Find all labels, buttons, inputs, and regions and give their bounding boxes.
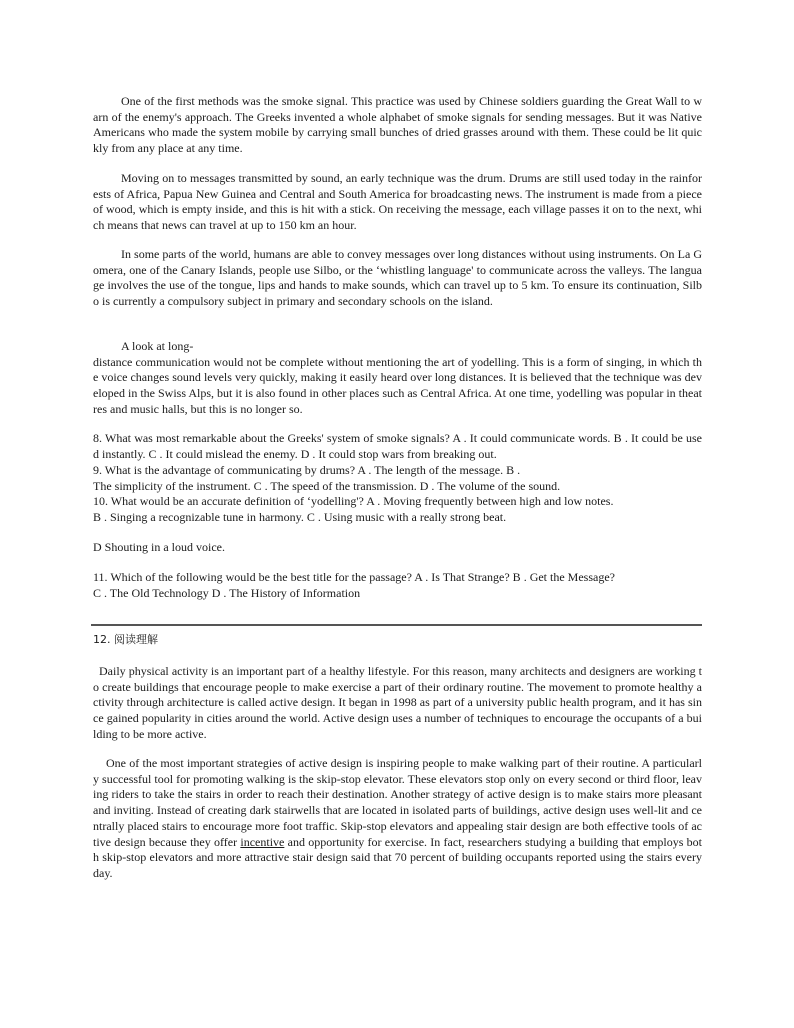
question-9-line1: 9. What is the advantage of communicating by drums? A . The length of the message. B . — [93, 463, 521, 477]
question-9-line2: The simplicity of the instrument. C . The speed of the transmission. D . The volume of the sound. — [93, 478, 561, 493]
paragraph-silbo: In some parts of the world, humans are able to convey messages over long distances without using instruments. On La Gomera, one of the Canary Islands, people use Silbo, or the ‘whistling language' to communicate across the valleys. The language involves the use of the tongue, lips and hands to make sounds, which can travel up to 5 km. To ensure its continuation, Silbo is currently a compulsory subject in primary and secondary schools on the island. — [93, 247, 702, 309]
paragraph-smoke-signals: One of the first methods was the smoke signal. This practice was used by Chinese soldiers guarding the Great Wall to warn of the enemy's approach. The Greeks invented a whole alphabet of smoke signals for sending messages. But it was Native Americans who made the system mobile by carrying small bunches of dried grasses around with them. These could be lit quickly from any place at any time. — [93, 94, 702, 156]
question-10-line2: B . Singing a recognizable tune in harmony. C . Using music with a really strong beat. — [93, 509, 507, 524]
underlined-word-incentive: incentive — [240, 834, 285, 849]
question-11-line2: C . The Old Technology D . The History of Information — [93, 585, 361, 600]
paragraph-drums: Moving on to messages transmitted by sound, an early technique was the drum. Drums are still used today in the rainforests of Africa, Papua New Guinea and Central and South America for broadcasting news. The instrument is made from a piece of wood, which is empty inside, and this is hit with a stick. On receiving the message, each village passes it on to the next, which means that news can travel at up to 150 km an hour. — [93, 171, 702, 233]
question-10-option-d: D Shouting in a loud voice. — [93, 540, 225, 554]
paragraph-yodelling-rest: distance communication would not be complete without mentioning the art of yodelling. This is a form of singing, in which the voice changes sound levels very quickly, making it easily heard over long distances. It is believed that the technique was developed in the Swiss Alps, but it is also found in other places such as Central Africa. At one time, yodelling was popular in theatres and music halls, but this is no longer so. — [93, 354, 702, 416]
question-11 — [93, 570, 702, 601]
paragraph-active-design-intro: Daily physical activity is an important part of a healthy lifestyle. For this reason, many architects and designers are working to create buildings that encourage people to make exercise a part of their ordinary routine. The movement to promote healthy activity through architecture is called active design. It began in 1998 as part of a university public health program, and it has since gained popularity in cities around the world. Active design uses a number of techniques to encourage the occupants of a building to be more active. — [93, 664, 702, 741]
question-10 — [93, 494, 702, 525]
question-9 — [93, 463, 702, 494]
section-12-heading: 12. 阅读理解 — [93, 633, 158, 646]
question-11-line1: 11. Which of the following would be the best title for the passage? A . Is That Strange? B . Get the Message? — [93, 570, 615, 584]
section-divider — [91, 624, 702, 626]
paragraph-active-design-strategies-part2: and opportunity for exercise. In fact, researchers studying a building that employs both skip-stop elevators and more attractive stair design said that 70 percent of building occupants reported using the stairs every day. — [93, 834, 702, 880]
question-10-line1: 10. What would be an accurate definition of ‘yodelling'? A . Moving frequently between high and low notes. — [93, 494, 614, 508]
paragraph-yodelling-start: A look at long- — [121, 339, 194, 353]
paragraph-active-design-strategies — [93, 756, 702, 882]
paragraph-active-design-strategies-part1: One of the most important strategies of active design is inspiring people to make walking part of their routine. A particularly successful tool for promoting walking is the skip-stop elevator. These elevators stop only on every second or third floor, leaving riders to take the stairs in order to reach their destination. Another strategy of active design is to make stairs more pleasant and inviting. Instead of creating dark stairwells that are located in isolated parts of buildings, active design uses well-lit and centrally placed stairs to encourage more foot traffic. Skip-stop elevators and appealing stair design are both effective tools of active design because they offer — [93, 756, 702, 849]
paragraph-yodelling — [93, 339, 702, 418]
question-8-text: 8. What was most remarkable about the Greeks' system of smoke signals? A . It could communicate words. B . It could be used instantly. C . It could mislead the enemy. D . It could stop wars from breaking out. — [93, 431, 702, 461]
question-8 — [93, 431, 702, 462]
